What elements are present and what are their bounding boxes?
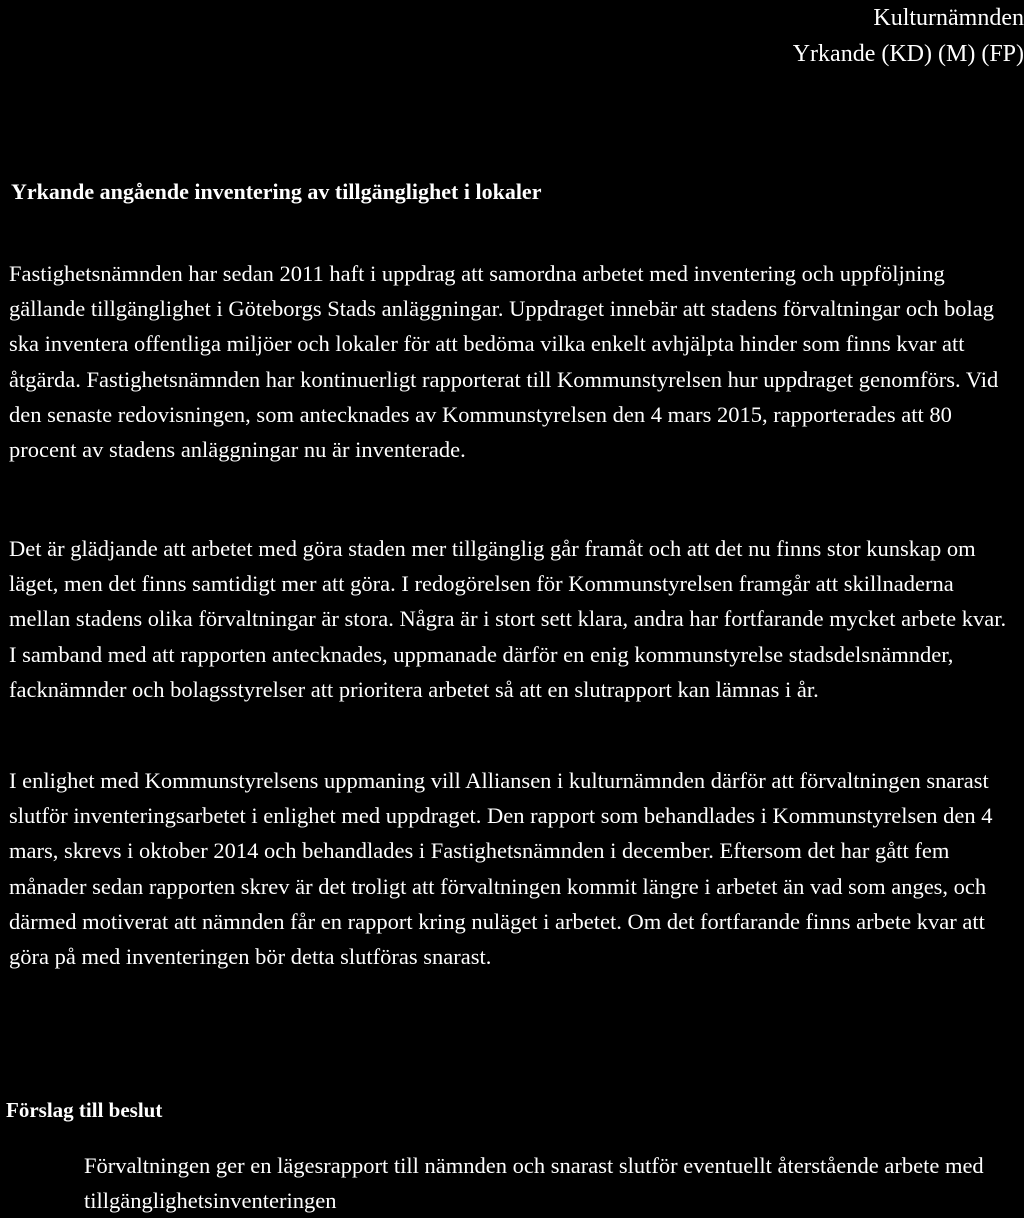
decision-heading: Förslag till beslut: [6, 1098, 163, 1122]
document-title: Yrkande angående inventering av tillgänglighet i lokaler: [11, 179, 542, 204]
body-paragraph: I enlighet med Kommunstyrelsens uppmaning vill Alliansen i kulturnämnden därför att förvaltningen snarast slutför inventeringsarbetet i enlighet med uppdraget. Den rapport som behandlades i Kommunstyrelsen den 4 mars, skrevs i oktober 2014 och behandlades i Fastighetsnämnden i december. Eftersom det har gått fem månader sedan rapporten skrev är det troligt att förvaltningen kommit längre i arbetet än vad som anges, och därmed motiverat att nämnden får en rapport kring nuläget i arbetet. Om det fortfarande finns arbete kvar att göra på med inventeringen bör detta slutföras snarast.: [9, 768, 993, 970]
document-header: [624, 0, 1024, 72]
decision-proposal: Förvaltningen ger en lägesrapport till nämnden och snarast slutför eventuellt återstående arbete med tillgänglighetsinventeringen: [84, 1153, 984, 1213]
body-paragraph: Fastighetsnämnden har sedan 2011 haft i uppdrag att samordna arbetet med inventering och uppföljning gällande tillgänglighet i Göteborgs Stads anläggningar. Uppdraget innebär att stadens förvaltningar och bolag ska inventera offentliga miljöer och lokaler för att bedöma vilka enkelt avhjälpta hinder som finns kvar att åtgärda. Fastighetsnämnden har kontinuerligt rapporterat till Kommunstyrelsen hur uppdraget genomförs. Vid den senaste redovisningen, som antecknades av Kommunstyrelsen den 4 mars 2015, rapporterades att 80 procent av stadens anläggningar nu är inventerade.: [9, 261, 999, 463]
body-paragraph: Det är glädjande att arbetet med göra staden mer tillgänglig går framåt och att det nu finns stor kunskap om läget, men det finns samtidigt mer att göra. I redogörelsen för Kommunstyrelsen framgår att skillnaderna mellan stadens olika förvaltningar är stora. Några är i stort sett klara, andra har fortfarande mycket arbete kvar. I samband med att rapporten antecknades, uppmanade därför en enig kommunstyrelse stadsdelsnämnder, facknämnder och bolagsstyrelser att prioritera arbetet så att en slutrapport kan lämnas i år.: [9, 536, 1007, 702]
motion-parties: Yrkande (KD) (M) (FP): [792, 41, 1024, 67]
committee-name: Kulturnämnden: [873, 5, 1024, 31]
